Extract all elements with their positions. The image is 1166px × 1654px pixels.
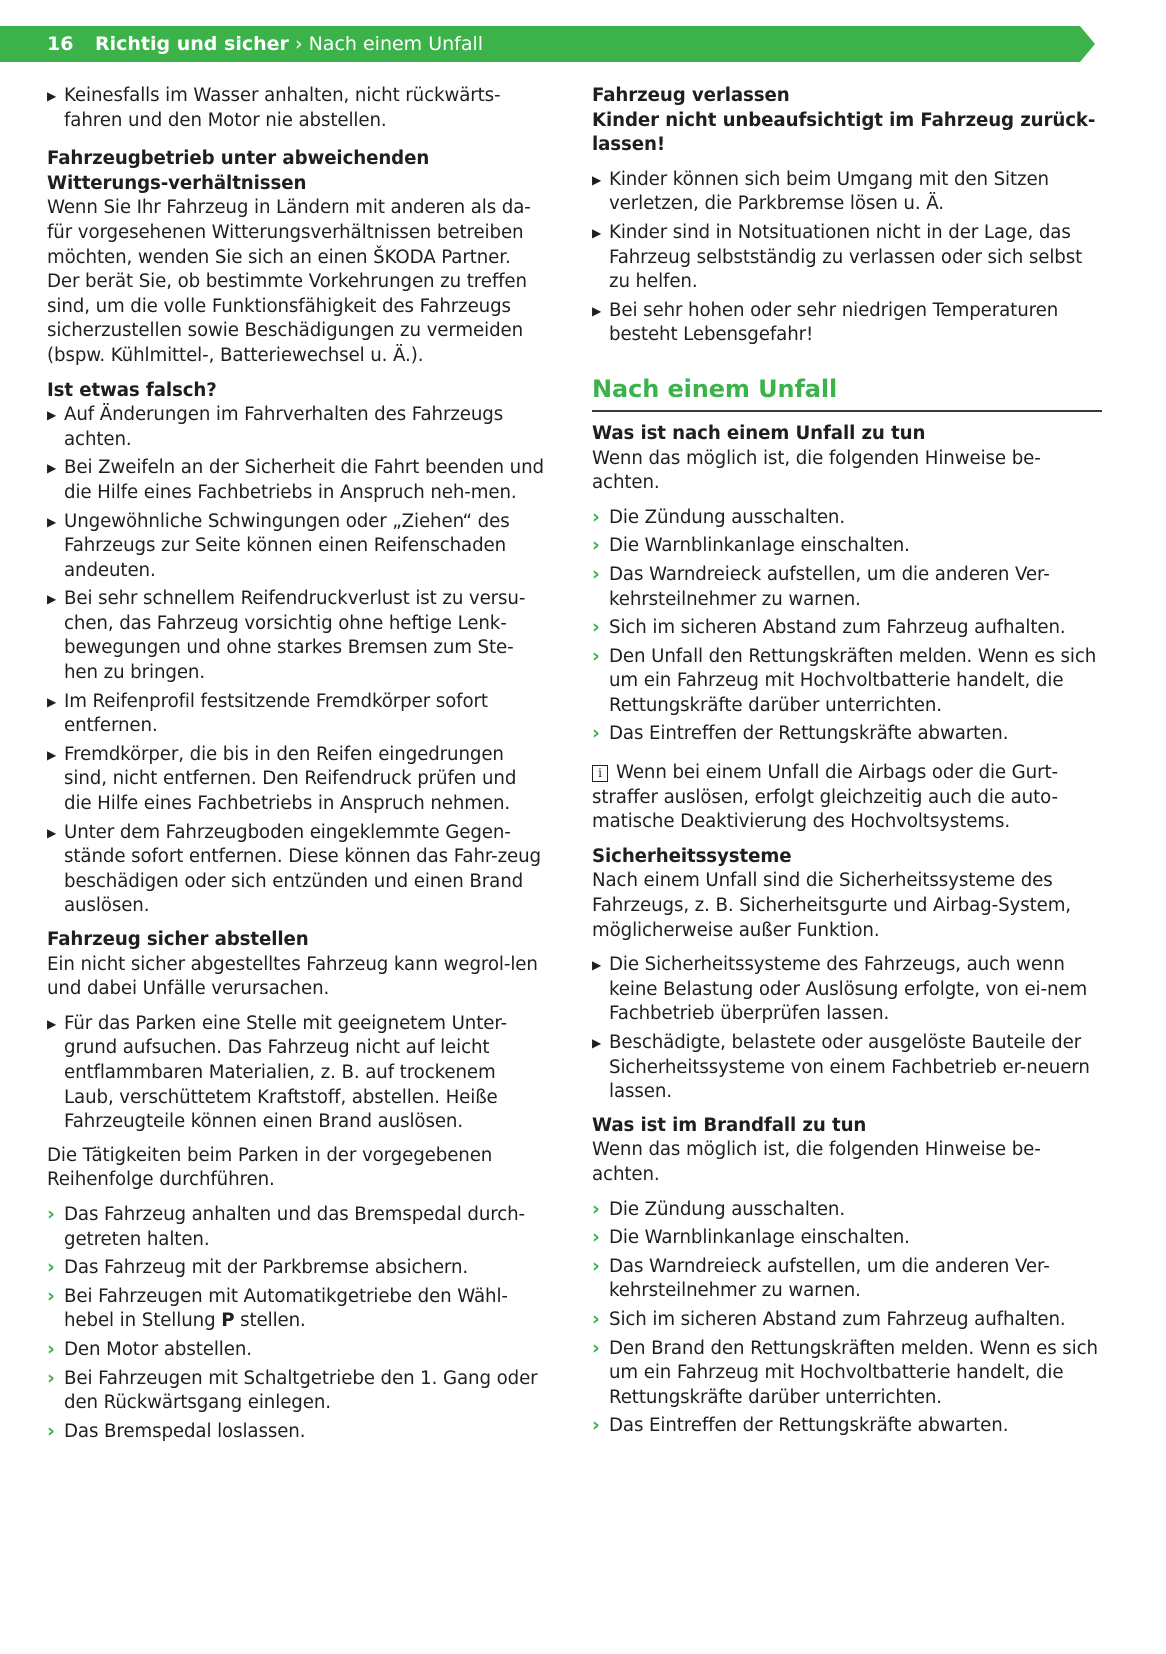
step-item: › Den Brand den Rettungskräften melden. Wenn es sich um ein Fahrzeug mit Hochvoltbatterie handelt, die Rettungskräfte darüber unterrichten. [592,1336,1098,1408]
step-item: › Die Zündung ausschalten. [592,1197,846,1220]
triangle-bullet-icon: ▶ [47,461,57,476]
chevron-right-icon: › [592,1254,600,1277]
step-item: › Sich im sicheren Abstand zum Fahrzeug aufhalten. [592,1307,1066,1330]
step-item: › Bei Fahrzeugen mit Schaltgetriebe den 1. Gang oder den Rückwärtsgang einlegen. [47,1366,538,1414]
info-icon: i [592,765,608,782]
section-title: Nach einem Unfall [592,374,1102,412]
list-item: ▶ Ungewöhnliche Schwingungen oder „Ziehen“ des Fahrzeugs zur Seite können einen Reifenschaden andeuten. [47,510,510,581]
breadcrumb [95,33,483,55]
triangle-bullet-icon: ▶ [47,694,57,709]
chevron-right-icon: › [592,616,600,639]
list-item: ▶ Auf Änderungen im Fahrverhalten des Fahrzeugs achten. [47,404,504,450]
list-item: ▶ Beschädigte, belastete oder ausgelöste Bauteile der Sicherheitssysteme von einem Fachbetrieb er-neuern lassen. [592,1032,1090,1103]
chevron-right-icon: › [47,1337,55,1360]
weather-heading: Fahrzeugbetrieb unter abweichenden Witterungs-verhältnissen [47,148,430,194]
step-item: › Die Zündung ausschalten. [592,505,846,528]
safety-heading: Sicherheitssysteme [592,845,792,867]
step-item: › Das Fahrzeug mit der Parkbremse absichern. [47,1256,469,1279]
breadcrumb-section: Richtig und sicher [95,33,289,55]
chevron-right-icon: › [592,722,600,745]
chevron-right-icon: › [592,1307,600,1330]
page-number: 16 [47,33,74,55]
triangle-bullet-icon: ▶ [47,89,57,103]
triangle-bullet-icon: ▶ [592,172,602,187]
list-item: ▶ Kinder können sich beim Umgang mit den Sitzen verletzen, die Parkbremse lösen u. Ä. [592,168,1049,215]
leaving-heading: Fahrzeug verlassen [592,85,790,106]
after-accident-heading: Was ist nach einem Unfall zu tun [592,422,926,444]
gear-p-symbol: P [221,1310,235,1332]
step-item: › Das Eintreffen der Rettungskräfte abwarten. [592,1414,1009,1437]
list-item: ▶ Für das Parken eine Stelle mit geeignetem Unter-grund aufsuchen. Das Fahrzeug nicht auf leicht entflammbaren Materialien, z. B. auf trockenem Laub, verschüttetem Kraftstoff, abstellen. Heiße Fahrzeugteile können einen Brand auslösen. [47,1012,508,1133]
list-item: ▶ Kinder sind in Notsituationen nicht in der Lage, das Fahrzeug selbstständig zu verlassen oder sich selbst zu helfen. [592,221,1083,293]
right-column [592,84,1102,1443]
list-item: ▶ Bei Zweifeln an der Sicherheit die Fahrt beenden und die Hilfe eines Fachbetriebs in Anspruch neh-men. [47,457,544,503]
parking-text: Ein nicht sicher abgestelltes Fahrzeug kann wegrol-len und dabei Unfälle verursachen. [47,953,538,1000]
step-item: › Das Warndreieck aufstellen, um die anderen Ver-kehrsteilnehmer zu warnen. [592,562,1050,610]
step-item: › Den Unfall den Rettungskräften melden. Wenn es sich um ein Fahrzeug mit Hochvoltbatterie handelt, die Rettungskräfte darüber unterrichten. [592,644,1097,716]
list-item: ▶ Die Sicherheitssysteme des Fahrzeugs, auch wenn keine Belastung oder Auslösung erfolgte, von ei-nem Fachbetrieb überprüfen lassen. [592,954,1088,1025]
chevron-right-icon: › [592,1336,600,1359]
chevron-right-icon: › [47,1419,55,1442]
list-item: ▶ Im Reifenprofil festsitzende Fremdkörper sofort entfernen. [47,690,488,737]
triangle-bullet-icon: ▶ [47,747,57,762]
step-item: › Das Eintreffen der Rettungskräfte abwarten. [592,722,1009,745]
after-accident-text: Wenn das möglich ist, die folgenden Hinweise be-achten. [592,447,1041,494]
list-item: ▶ Bei sehr hohen oder sehr niedrigen Temperaturen besteht Lebensgefahr! [592,299,1059,346]
leaving-warning: Kinder nicht unbeaufsichtigt im Fahrzeug zurück-lassen! [592,109,1096,156]
list-item: ▶ Keinesfalls im Wasser anhalten, nicht rückwärts-fahren und den Motor nie abstellen. [47,85,501,131]
triangle-bullet-icon: ▶ [592,1036,602,1050]
fire-heading: Was ist im Brandfall zu tun [592,1114,867,1136]
chevron-right-icon: › [592,505,600,528]
triangle-bullet-icon: ▶ [47,1016,57,1031]
chevron-right-icon: › [592,644,600,667]
chevron-right-icon: › [47,1284,55,1307]
safety-text: Nach einem Unfall sind die Sicherheitssysteme des Fahrzeugs, z. B. Sicherheitsgurte und Airbag-System, möglicherweise außer Funktion. [592,870,1071,941]
step-item: › Sich im sicheren Abstand zum Fahrzeug aufhalten. [592,616,1066,639]
left-column [47,84,547,1448]
triangle-bullet-icon: ▶ [47,514,57,529]
fire-text: Wenn das möglich ist, die folgenden Hinweise be-achten. [592,1139,1041,1185]
chevron-right-icon: › [47,1366,55,1389]
step-item: › Das Fahrzeug anhalten und das Bremspedal durch-getreten halten. [47,1202,526,1250]
chevron-right-icon: › [47,1256,55,1279]
triangle-bullet-icon: ▶ [592,958,602,973]
list-item: ▶ Fremdkörper, die bis in den Reifen eingedrungen sind, nicht entfernen. Den Reifendruck prüfen und die Hilfe eines Fachbetriebs in Anspruch nehmen. [47,743,517,815]
step-item: › Bei Fahrzeugen mit Automatikgetriebe den Wähl-hebel in Stellung P stellen. [47,1284,508,1332]
parking-bullets [47,1012,547,1135]
weather-text: Wenn Sie Ihr Fahrzeug in Ländern mit anderen als da-für vorgesehenen Witterungsverhältnissen betreiben möchten, wenden Sie sich an einen ŠKODA Partner. Der berät Sie, ob bestimmte Vorkehrungen zu treffen sind, um die volle Funktionsfähigkeit des Fahrzeugs sicherzustellen sowie Beschädigungen zu vermeiden (bspw. Kühlmittel-, Batteriewechsel u. Ä.). [47,197,531,366]
wrong-heading: Ist etwas falsch? [47,379,217,401]
triangle-bullet-icon: ▶ [47,592,57,607]
parking-steps [47,1203,547,1444]
chevron-right-icon: › [592,534,600,557]
triangle-bullet-icon: ▶ [592,225,602,240]
parking-heading: Fahrzeug sicher abstellen [47,929,309,950]
step-item: › Die Warnblinkanlage einschalten. [592,534,910,557]
intro-bullets [47,84,547,133]
chevron-right-icon: › [592,1226,600,1249]
page-header [0,26,1096,62]
parking-steps-intro: Die Tätigkeiten beim Parken in der vorgegebenen Reihenfolge durchführen. [47,1144,493,1191]
wrong-bullets [47,403,547,919]
leaving-bullets [592,168,1102,348]
chevron-right-icon: › [592,1197,600,1220]
triangle-bullet-icon: ▶ [47,408,57,423]
triangle-bullet-icon: ▶ [592,303,602,318]
fire-steps [592,1198,1102,1439]
breadcrumb-current: Nach einem Unfall [308,33,484,55]
step-item: › Das Bremspedal loslassen. [47,1419,306,1442]
triangle-bullet-icon: ▶ [47,825,57,840]
list-item: ▶ Unter dem Fahrzeugboden eingeklemmte Gegen-stände sofort entfernen. Diese können das Fahr-zeug beschädigen oder sich entzünden und einen Brand auslösen. [47,821,541,917]
safety-bullets [592,953,1102,1105]
after-accident-steps [592,506,1102,747]
step-item: › Die Warnblinkanlage einschalten. [592,1226,910,1249]
chevron-right-icon: › [47,1202,55,1225]
step-item: › Den Motor abstellen. [47,1337,252,1360]
chevron-right-icon: › [592,562,600,585]
step-item: › Das Warndreieck aufstellen, um die anderen Ver-kehrsteilnehmer zu warnen. [592,1254,1050,1302]
breadcrumb-separator: › [294,33,303,55]
list-item: ▶ Bei sehr schnellem Reifendruckverlust ist zu versu-chen, das Fahrzeug vorsichtig ohne heftige Lenk-bewegungen und ohne starkes Bremsen zum Ste-hen zu bringen. [47,588,526,684]
info-note: i Wenn bei einem Unfall die Airbags oder die Gurt-straffer auslösen, erfolgt gleichzeitig auch die auto-matische Deaktivierung des Hochvoltsystems. [592,762,1058,833]
chevron-right-icon: › [592,1414,600,1437]
